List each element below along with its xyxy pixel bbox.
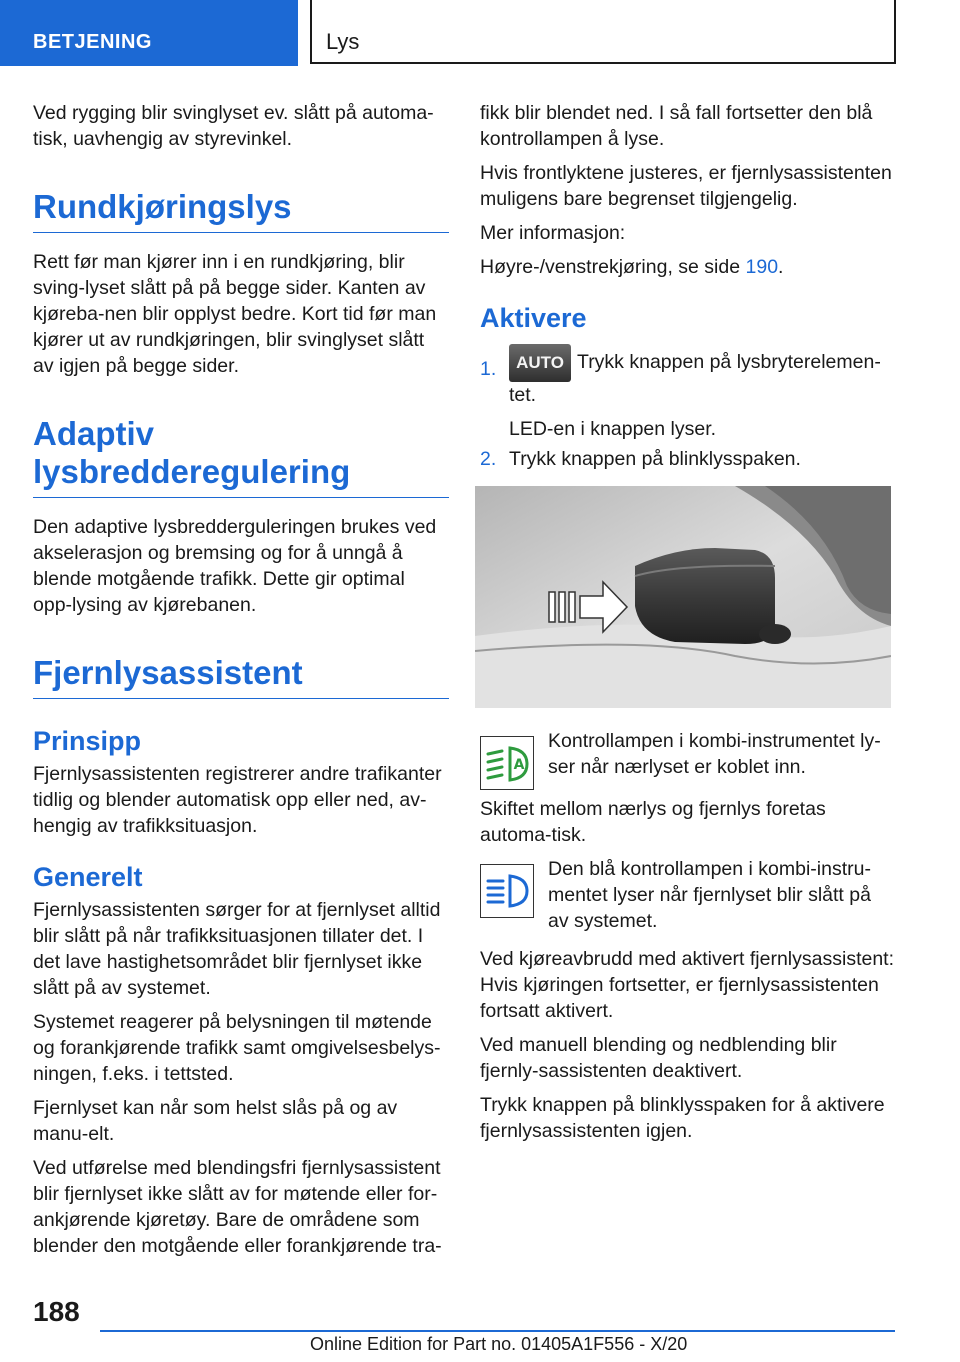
abort-paragraph: Ved kjøreavbrudd med aktivert fjernlysassistent: Hvis kjøringen fortsetter, er fjernlysassistenten fortsatt aktivert. <box>480 948 895 1022</box>
general-paragraph-1: Fjernlysassistenten sørger for at fjernlyset alltid blir slått på når trafikksituasjonen tillater det. I det lave hastighetsområdet blir fjernlyset ikke slått på av systemet. <box>33 899 441 999</box>
section-label: BETJENING <box>0 0 298 66</box>
low-beam-indicator-text: Kontrollampen i kombi-instrumentet ly-ser når nærlyset er koblet inn. <box>548 730 881 778</box>
footer-divider <box>100 1330 895 1332</box>
adjust-paragraph: Hvis frontlyktene justeres, er fjernlysassistenten muligens bare begrenset tilgjengelig. <box>480 162 892 210</box>
switch-paragraph: Skiftet mellom nærlys og fjernlys foretas automa-tisk. <box>480 798 826 846</box>
step-number: 1. <box>480 358 497 380</box>
footer-edition: Online Edition for Part no. 01405A1F556 - X/20 <box>310 1334 688 1354</box>
chapter-label: Lys <box>310 0 896 64</box>
step-item <box>480 446 896 472</box>
low-beam-auto-indicator-icon <box>480 736 534 790</box>
general-paragraph-2: Systemet reagerer på belysningen til møtende og forankjørende trafikk samt omgivelsesbelys-ningen, f.eks. i tettsted. <box>33 1011 441 1085</box>
step-subtext: LED-en i knappen lyser. <box>509 418 717 440</box>
left-column <box>33 100 449 1267</box>
heading-general: Generelt <box>33 862 143 892</box>
high-beam-indicator-text: Den blå kontrollampen i kombi-instru-mentet lyser når fjernlyset blir slått på av systemet. <box>548 858 871 932</box>
heading-activate: Aktivere <box>480 303 587 333</box>
svg-text:A: A <box>513 757 525 773</box>
general-paragraph-4: Ved utførelse med blendingsfri fjernlysassistent blir fjernlyset ikke slått av for møtende eller for-ankjørende kjøretøy. Bare de områdene som blender den motgående eller forankjørende tra- <box>33 1157 442 1257</box>
activation-steps <box>480 344 896 472</box>
auto-button-icon: AUTO <box>509 344 571 382</box>
turn-signal-lever-photo <box>475 486 891 708</box>
heading-principle: Prinsipp <box>33 726 142 756</box>
step-text: Trykk knappen på lysbryterelemen-tet. <box>509 351 881 406</box>
high-beam-indicator-icon <box>480 864 534 918</box>
principle-paragraph: Fjernlysassistenten registrerer andre trafikanter tidlig og blender automatisk opp eller ned, av-hengig av trafikksituasjon. <box>33 763 442 837</box>
right-column <box>480 100 896 1152</box>
more-info-label: Mer informasjon: <box>480 222 626 244</box>
heading-line-1: Adaptiv <box>33 415 155 452</box>
low-beam-indicator-row <box>480 728 896 784</box>
reactivate-paragraph: Trykk knappen på blinklysspaken for å aktivere fjernlysassistenten igjen. <box>480 1094 885 1142</box>
step-item <box>480 344 896 442</box>
high-beam-indicator-row <box>480 856 896 934</box>
reference-paragraph <box>480 254 896 280</box>
reference-text: Høyre-/venstrekjøring, se side <box>480 256 746 278</box>
roundabout-paragraph: Rett før man kjører inn i en rundkjøring, blir sving-lyset slått på på begge sider. Kanten av kjøreba-nen blir opplyst bedre. Kort tid før man kjører ut av rundkjøringen, blir svinglyset slått av igjen på begge sider. <box>33 251 437 377</box>
adaptive-range-paragraph: Den adaptive lysbredderguleringen brukes ved akselerasjon og bremsing og for å unngå å blende motgående trafikk. Dette gir optimal opp-lysing av kjørebanen. <box>33 516 437 616</box>
page-reference-link[interactable]: 190 <box>745 256 779 278</box>
page-header <box>0 0 960 66</box>
step-number: 2. <box>480 448 497 470</box>
manual-paragraph: Ved manuell blending og nedblending blir fjernly-sassistenten deaktivert. <box>480 1034 837 1082</box>
heading-high-beam-assistant: Fjernlysassistent <box>33 654 449 699</box>
heading-roundabout-light: Rundkjøringslys <box>33 188 449 233</box>
heading-adaptive-headlight-range <box>33 415 449 498</box>
intro-paragraph: Ved rygging blir svinglyset ev. slått på automa-tisk, uavhengig av styrevinkel. <box>33 102 434 150</box>
step-text: Trykk knappen på blinklysspaken. <box>509 448 801 470</box>
page-number: 188 <box>33 1296 80 1327</box>
continued-paragraph: fikk blir blendet ned. I så fall fortsetter den blå kontrollampen å lyse. <box>480 102 873 150</box>
heading-line-2: lysbredderegulering <box>33 453 351 490</box>
reference-suffix: . <box>778 256 784 278</box>
general-paragraph-3: Fjernlyset kan når som helst slås på og av manu-elt. <box>33 1097 398 1145</box>
